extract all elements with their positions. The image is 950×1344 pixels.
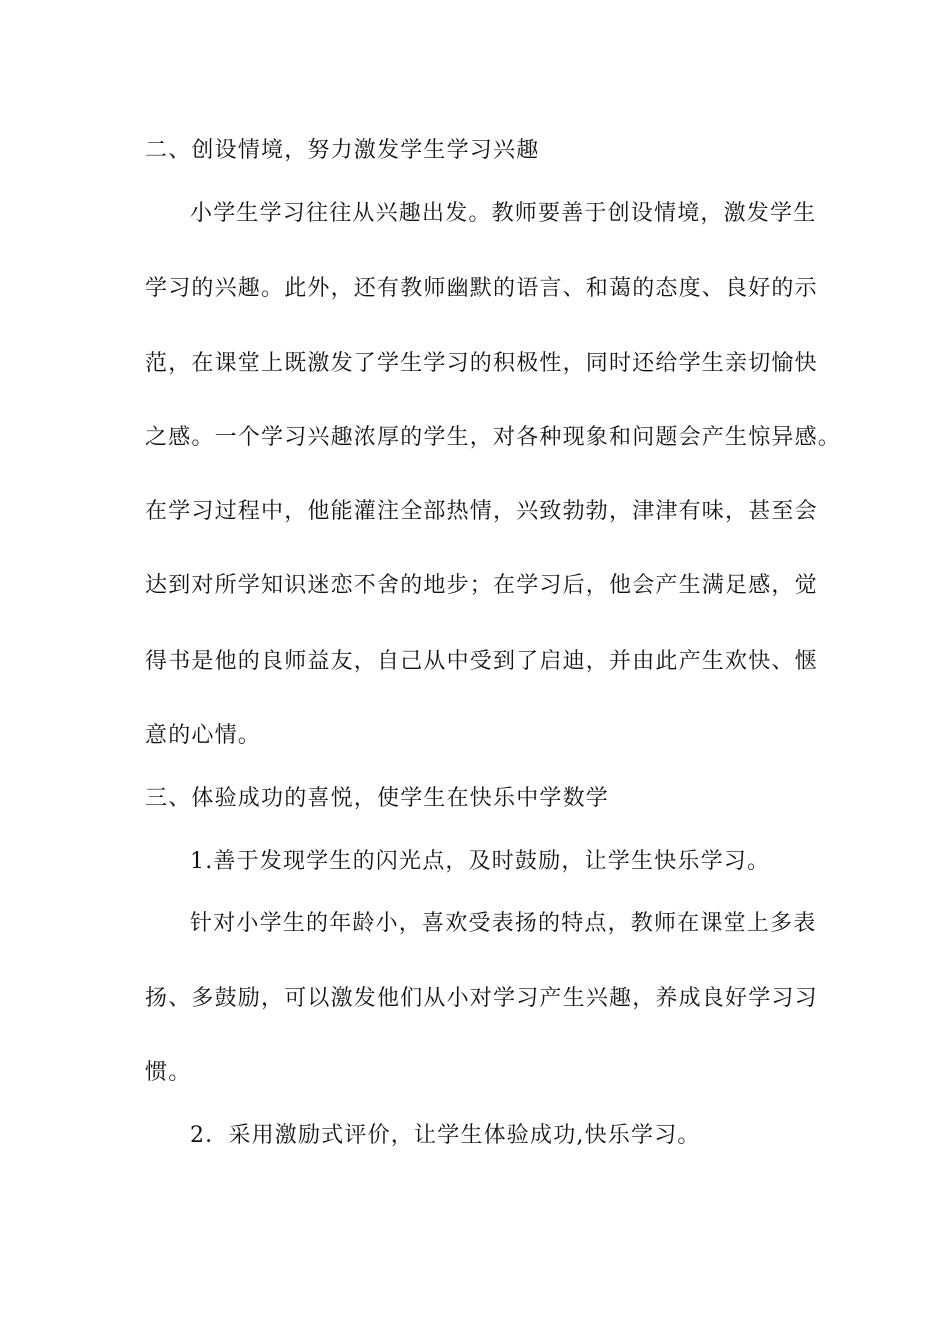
paragraph-line: 达到对所学知识迷恋不舍的地步；在学习后，他会产生满足感，觉 [145, 573, 818, 598]
list-item-1: 1.善于发现学生的闪光点，及时鼓励，让学生快乐学习。 [190, 849, 771, 874]
paragraph-line: 在学习过程中，他能灌注全部热情，兴致勃勃，津津有味，甚至会 [145, 499, 818, 524]
section-heading-three: 三、体验成功的喜悦，使学生在快乐中学数学 [145, 786, 610, 811]
paragraph-line: 惯。 [145, 1060, 192, 1085]
paragraph-line: 得书是他的良师益友，自己从中受到了启迪，并由此产生欢快、惬 [145, 649, 818, 674]
paragraph-line: 意的心情。 [145, 723, 262, 748]
paragraph-line: 学习的兴趣。此外，还有教师幽默的语言、和蔼的态度、良好的示 [145, 276, 818, 301]
section-heading-two: 二、创设情境，努力激发学生学习兴趣 [145, 138, 540, 163]
list-item-2: 2．采用激励式评价，让学生体验成功,快乐学习。 [190, 1123, 701, 1148]
paragraph-line: 小学生学习往往从兴趣出发。教师要善于创设情境，激发学生 [190, 201, 817, 226]
paragraph-line: 扬、多鼓励，可以激发他们从小对学习产生兴趣，养成良好学习习 [145, 986, 818, 1011]
paragraph-line: 针对小学生的年龄小，喜欢受表扬的特点，教师在课堂上多表 [190, 911, 817, 936]
paragraph-line: 之感。一个学习兴趣浓厚的学生，对各种现象和问题会产生惊异感。 [145, 425, 842, 450]
paragraph-line: 范，在课堂上既激发了学生学习的积极性，同时还给学生亲切愉快 [145, 351, 818, 376]
